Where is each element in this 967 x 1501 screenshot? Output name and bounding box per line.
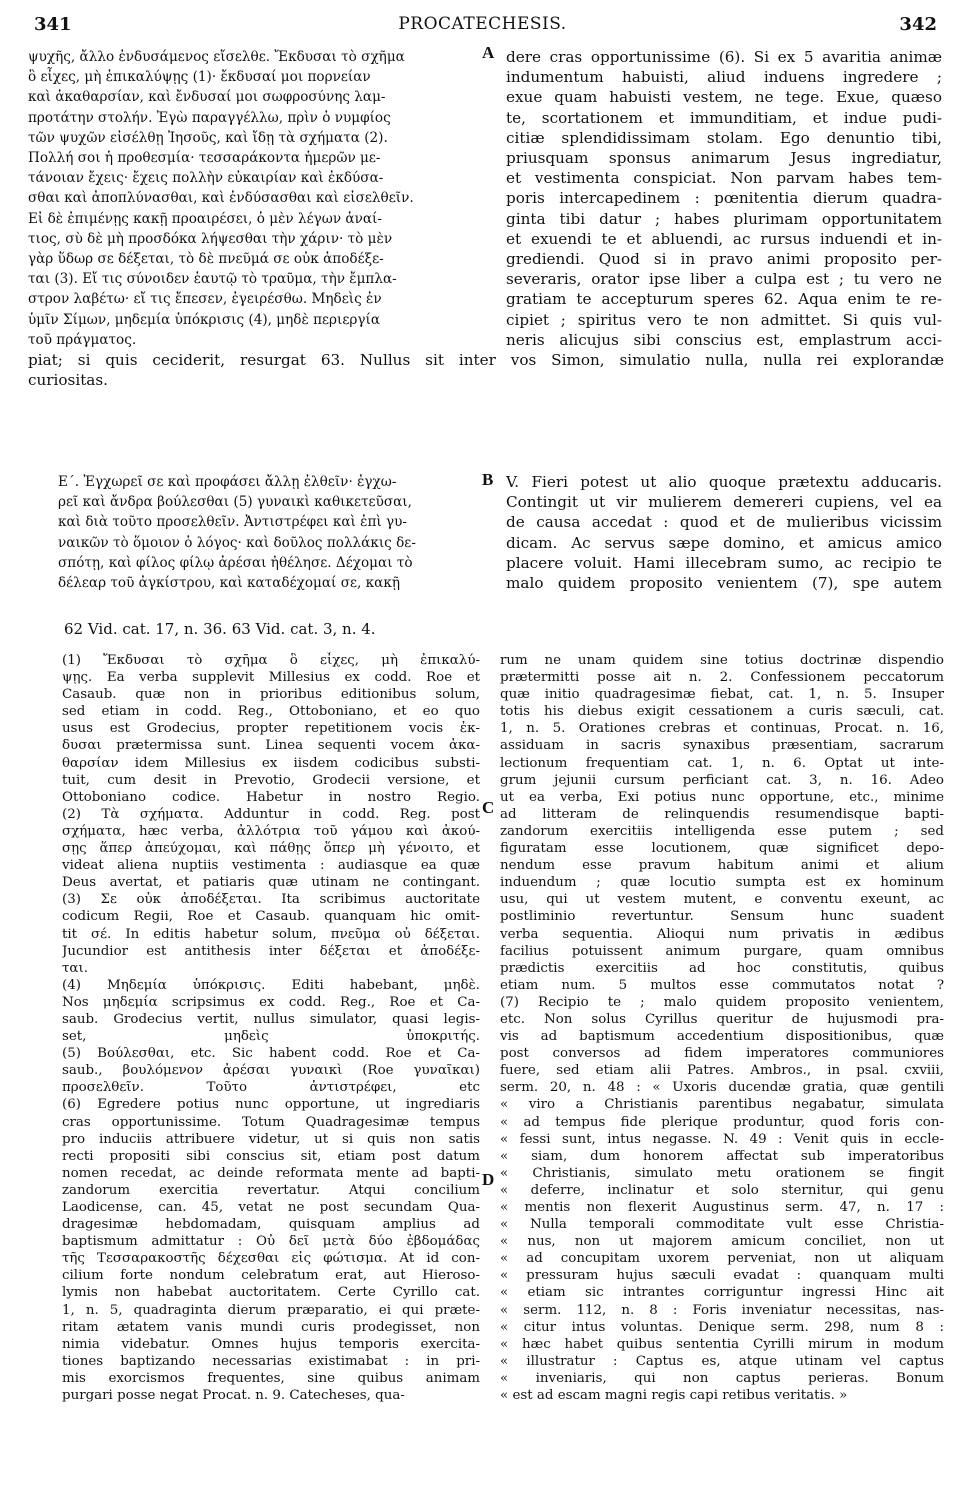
greek-line: γὰρ ὕδωρ σε δέξεται, τὸ δὲ πνεῦμά σε οὐκ ἀποδέξε-: [28, 251, 384, 268]
note-line: Jucundior est antithesis inter δέξεται et ἀποδέξε-: [62, 943, 480, 959]
note-line: cilium forte nondum celebratum erat, aut Hieroso-: [62, 1268, 480, 1284]
note-line: induendum ; quæ locutio sumpta est ex hominum: [500, 875, 944, 891]
latin-line: malo quidem proposito venientem (7), spe autem: [506, 574, 942, 593]
note-line: ψῃς. Ea verba supplevit Millesius ex codd. Roe et: [62, 670, 480, 686]
left-page-number: 341: [34, 14, 72, 35]
note-line: (7) Recipio te ; malo quidem proposito venientem,: [500, 994, 944, 1010]
note-line: nendum esse pravum habitum animi et alium: [500, 858, 944, 874]
note-line: etiam num. 5 multos esse commutatos notat ?: [500, 977, 944, 993]
note-line: facilius potuissent animum purgare, quam omnibus: [500, 943, 944, 959]
section-marker-b: B: [482, 470, 494, 489]
latin-line: et exuendi te et abluendi, ac rursus induendi et in-: [506, 229, 942, 248]
latin-line: grediendi. Quod si in pravo animi proposito per-: [506, 250, 942, 269]
note-line: dragesimæ hebdomadam, quisquam amplius ad: [62, 1217, 480, 1233]
note-line: « ad concupitam uxorem perveniat, non ut aliquam: [500, 1251, 944, 1267]
full-width-text: [28, 350, 944, 390]
note-line: verba sequentia. Alioqui num privatis in ædibus: [500, 926, 944, 942]
latin-line: poris intercapedinem : pœnitentia dierum quadra-: [506, 189, 942, 208]
note-line: nimia videbatur. Omnes hujus temporis exercita-: [62, 1336, 480, 1352]
note-line: saub., βουλόμενον ἀρέσαι γυναικὶ (Roe γυναῖκαι): [62, 1063, 480, 1079]
note-line: set, μηδεὶς ὑποκριτής.: [62, 1029, 480, 1045]
greek-line: καὶ ἀκαθαρσίαν, καὶ ἔνδυσαί μοι σωφροσύνης λαμ-: [28, 89, 386, 106]
greek-line: ρεῖ καὶ ἄνδρα βούλεσθαι (5) γυναικὶ καθικετεῦσαι,: [58, 494, 412, 511]
note-line: rum ne unam quidem sine totius doctrinæ dispendio: [500, 653, 944, 668]
note-line: tuit, cum desit in Prevotio, Grodecii versione, et: [62, 772, 480, 788]
note-line: grum jejunii cursum perficiant cat. 3, n. 16. Adeo: [500, 772, 944, 788]
latin-line: exue quam habuisti vestem, ne tege. Exue, quæso: [506, 88, 942, 107]
text-line: curiositas.: [28, 371, 108, 389]
note-line: « nus, non ut majorem amicum conciliet, non ut: [500, 1234, 944, 1250]
greek-line: στρον λαβέτω· εἴ τις ἔπεσεν, ἐγειρέσθω. Μηδεὶς ἐν: [28, 291, 382, 308]
text-line: piat; si quis ceciderit, resurgat 63. Nullus sit inter vos Simon, simulatio nulla, nulla rei explorandæ: [28, 351, 944, 369]
note-line: tiones baptizando necessarias existimabat : in pri-: [62, 1353, 480, 1369]
greek-text-column-b: [58, 472, 482, 593]
note-line: « fessi sunt, intus negasse. N. 49 : Venit quis in eccle-: [500, 1131, 944, 1147]
note-line: « etiam sic intrantes corriguntur ingressi Hinc ait: [500, 1285, 944, 1301]
note-line: zandorum exercitiis intelligenda esse putem ; sed: [500, 823, 944, 839]
latin-line: severaris, orator ipse liber a culpa est ; tu vero ne: [506, 270, 942, 289]
note-line: « illustratur : Captus es, atque utinam vel captus: [500, 1353, 944, 1369]
greek-line: καὶ διὰ τοῦτο προσελθεῖν. Ἀντιστρέφει καὶ ἐπὶ γυ-: [58, 514, 408, 531]
note-line: Ottoboniano codice. Habetur in nostro Regio.: [62, 789, 480, 805]
note-line: θαρσίαν idem Millesius ex iisdem codicibus substi-: [62, 755, 480, 771]
note-line: etc. Non solus Cyrillus queritur de hujusmodi pra-: [500, 1011, 944, 1027]
greek-line: Πολλή σοι ἡ προθεσμία· τεσσαράκοντα ἡμερῶν με-: [28, 150, 381, 167]
notes-right-column: [500, 652, 944, 1404]
note-line: prædictis exercitiis ad hoc constitutis, quibus: [500, 960, 944, 976]
note-line: Nos μηδεμία scripsimus ex codd. Reg., Roe et Ca-: [62, 994, 480, 1010]
greek-line: ται (3). Εἴ τις σύνοιδεν ἑαυτῷ τὸ τραῦμα, τὴν ἔμπλα-: [28, 271, 397, 288]
note-line: ται.: [62, 960, 88, 976]
note-line: recti propositi sibi conscius sit, etiam post datum: [62, 1148, 480, 1164]
page-header: [28, 14, 937, 40]
note-line: nomen recedat, ac deinde reformata mente ad bapti-: [62, 1165, 480, 1181]
note-line: « est ad escam magni regis capi retibus veritatis. »: [500, 1388, 848, 1404]
note-line: 1, n. 5, quadraginta dierum præparatio, ei qui præte-: [62, 1302, 480, 1318]
greek-line: ναικῶν τὸ ὅμοιον ὁ λόγος· καὶ δοῦλος πολλάκις δε-: [58, 534, 416, 551]
note-line: lectionum frequentiam cat. 1, n. 6. Optat ut inte-: [500, 755, 944, 771]
note-line: « viro a Christianis parentibus negabatur, simulata: [500, 1097, 944, 1113]
greek-line: σπότῃ, καὶ φίλος φίλῳ ἀρέσαι ἠθέλησε. Δέχομαι τὸ: [58, 554, 413, 571]
note-line: « siam, dum honorem affectat sub imperatoribus: [500, 1148, 944, 1164]
note-line: videat aliena nuptiis vestimenta : audiasque ea quæ: [62, 858, 480, 874]
notes-left-column: [62, 652, 480, 1404]
greek-line: προτάτην στολήν. Ἐγὼ παραγγέλλω, πρὶν ὁ νυμφίος: [28, 109, 391, 126]
note-line: tit σέ. In editis habetur solum, πνεῦμα οὐ δέξεται.: [62, 926, 480, 942]
greek-line: τιος, σὺ δὲ μὴ προσδόκα λήψεσθαι τὴν χάριν· τὸ μὲν: [28, 230, 393, 247]
note-line: « deferre, inclinatur et solo sternitur, qui genu: [500, 1182, 944, 1198]
latin-line: gratiam te accepturum speres 62. Aqua enim te re-: [506, 290, 942, 309]
latin-line: citiæ splendidissimam stolam. Ego denuntio tibi,: [506, 128, 942, 147]
note-line: mis exorcismos frequentes, sine quibus animam: [62, 1370, 480, 1386]
note-line: (2) Τὰ σχήματα. Adduntur in codd. Reg. post: [62, 806, 480, 822]
note-line: Laodicense, can. 45, vetat ne post secundam Qua-: [62, 1200, 480, 1215]
note-line: post conversos ad fidem imperatores communiores: [500, 1046, 944, 1062]
latin-text-column-a: [506, 47, 942, 350]
note-line: figuratam esse locutionem, quæ significet depo-: [500, 841, 944, 857]
section-marker-c: C: [482, 798, 495, 817]
note-line: 1, n. 5. Orationes crebras et continuas, Procat. n. 16,: [500, 721, 944, 737]
note-line: (1) Ἔκδυσαι τὸ σχῆμα ὃ εἶχες, μὴ ἐπικαλύ-: [62, 653, 480, 668]
note-line: « ad tempus fide plerique produntur, quod foris con-: [500, 1114, 944, 1130]
note-line: Deus avertat, et patiaris quæ utinam ne contingant.: [62, 875, 480, 891]
note-line: usus est Grodecius, propter repetitionem vocis ἐκ-: [62, 721, 480, 737]
note-line: ad litteram de relinquendis resumendisque bapti-: [500, 806, 944, 822]
note-line: vis ad baptismum accedentium dispositionibus, quæ: [500, 1029, 944, 1045]
latin-line: placere voluit. Hami illecebram sumo, ac recipio te: [506, 553, 942, 572]
section-marker-a: A: [482, 43, 495, 62]
note-line: zandorum exercitia revertatur. Atqui concilium: [62, 1182, 480, 1198]
right-page-number: 342: [899, 14, 937, 35]
greek-line: ὑμῖν Σίμων, μηδεμία ὑπόκρισις (4), μηδὲ περιεργία: [28, 311, 381, 328]
greek-text-column-a: [28, 47, 488, 350]
greek-line: ψυχῆς, ἄλλο ἐνδυσάμενος εἴσελθε. Ἔκδυσαι τὸ σχῆμα: [28, 49, 405, 65]
note-line: saub. Grodecius vertit, nullus simulator, quasi legis-: [62, 1011, 480, 1027]
greek-line: τάνοιαν ἔχεις· ἔχεις πολλὴν εὐκαιρίαν καὶ ἐκδύσα-: [28, 170, 384, 187]
note-line: usu, qui ut vestem mutent, e conventu exeunt, ac: [500, 892, 944, 908]
note-line: « citur intus voluntas. Denique serm. 298, num 8 :: [500, 1319, 944, 1335]
note-line: (3) Σε οὐκ ἀποδέξεται. Ita scribimus auctoritate: [62, 892, 480, 908]
note-line: fuere, sed etiam alii Patres. Ambros., in psal. cxviii,: [500, 1063, 944, 1079]
note-line: postliminio revertuntur. Sensum hunc suadent: [500, 909, 944, 925]
latin-line: de causa accedat : quod et de mulieribus vicissim: [506, 513, 942, 532]
note-line: prætermitti posse ait n. 2. Confessionem peccatorum: [500, 670, 944, 686]
note-line: « Christianis, simulato metu orationem se fingit: [500, 1165, 944, 1181]
greek-line: Εἰ δὲ ἐπιμένῃς κακῇ προαιρέσει, ὁ μὲν λέγων ἀναί-: [28, 210, 382, 227]
note-line: σχήματα, hæc verba, ἀλλότρια τοῦ γάμου καὶ ἀκού-: [62, 823, 480, 839]
note-line: quæ initio quadragesimæ fiebat, cat. 1, n. 5. Insuper: [500, 687, 944, 703]
latin-line: indumentum habuisti, aliud induens ingredere ;: [506, 68, 942, 87]
note-line: προσελθεῖν. Τοῦτο ἀντιστρέφει, etc: [62, 1080, 480, 1096]
section-marker-d: D: [482, 1170, 495, 1189]
latin-line: priusquam sponsus animarum Jesus ingrediatur,: [506, 149, 942, 168]
greek-line: τῶν ψυχῶν εἰσέλθῃ Ἰησοῦς, καὶ ἴδῃ τὰ σχήματα (2).: [28, 129, 388, 146]
latin-line: te, scortationem et immunditiam, et indue pudi-: [506, 108, 942, 127]
note-line: δυσαι prætermissa sunt. Linea sequenti vocem ἀκα-: [62, 738, 480, 754]
greek-line: σθαι καὶ ἀποπλύνασθαι, καὶ ἐνδύσασθαι καὶ εἰσελθεῖν.: [28, 190, 414, 207]
latin-line: dicam. Ac servus sæpe domino, et amicus amico: [506, 533, 942, 552]
note-line: « inveniaris, qui non captus perieras. Bonum: [500, 1370, 944, 1386]
greek-line: ὃ εἶχες, μὴ ἐπικαλύψῃς (1)· ἔκδυσαί μοι πορνείαν: [28, 69, 371, 86]
greek-line: Ε΄. Ἐγχωρεῖ σε καὶ προφάσει ἄλλῃ ἐλθεῖν· ἐγχω-: [58, 474, 397, 490]
note-line: Casaub. quæ non in prioribus editionibus solum,: [62, 687, 480, 703]
latin-line: cipiet ; spiritus vero te non admittet. Si quis vul-: [506, 310, 942, 329]
running-title: PROCATECHESIS.: [398, 14, 567, 34]
note-line: ritam ætatem vanis mundi curis prodegisset, non: [62, 1319, 480, 1335]
latin-line: V. Fieri potest ut alio quoque prætextu adducaris.: [506, 473, 942, 491]
note-line: ut ea verba, Exi potius nunc opportune, etc., minime: [500, 789, 944, 805]
note-line: pro induciis attribuere videtur, ut si quis non satis: [62, 1131, 480, 1147]
note-line: « hæc habet quibus sententia Cyrilli mirum in modum: [500, 1336, 944, 1352]
latin-text-column-b: [506, 472, 942, 593]
note-line: τῆς Τεσσαρακοστῆς δέχεσθαι εἰς φώτισμα. At id con-: [62, 1251, 480, 1267]
note-line: (5) Βούλεσθαι, etc. Sic habent codd. Roe et Ca-: [62, 1046, 480, 1062]
note-line: codicum Regii, Roe et Casaub. quanquam hic omit-: [62, 909, 480, 925]
note-line: « Nulla temporali commoditate vult esse Christia-: [500, 1217, 944, 1233]
note-line: lymis non habebat auctoritatem. Certe Cyrillo cat.: [62, 1285, 480, 1301]
footnote-references: 62 Vid. cat. 17, n. 36. 63 Vid. cat. 3, n. 4.: [64, 620, 376, 638]
note-line: baptismum admittatur : Οὐ δεῖ μετὰ δύο ἑβδομάδας: [62, 1234, 480, 1250]
greek-line: δέλεαρ τοῦ ἀγκίστρου, καὶ καταδέχομαί σε, κακῇ: [58, 575, 400, 592]
note-line: σῃς ἅπερ ἀπεύχομαι, καὶ πάθῃς ὅπερ μὴ γένοιτο, et: [62, 841, 480, 857]
note-line: totis his diebus exigit cessationem a curis sæculi, cat.: [500, 704, 944, 720]
note-line: cras opportunissime. Totum Quadragesimæ tempus: [62, 1114, 480, 1130]
note-line: « pressuram hujus sæculi evadat : quanquam multi: [500, 1268, 944, 1284]
latin-line: Contingit ut vir mulierem demereri cupiens, vel ea: [506, 493, 942, 512]
note-line: (6) Egredere potius nunc opportune, ut ingrediaris: [62, 1097, 480, 1113]
note-line: « mentis non flexerit Augustinus serm. 47, n. 17 :: [500, 1200, 944, 1215]
latin-line: et vestimenta conspiciat. Non parvam habes tem-: [506, 169, 942, 188]
note-line: serm. 20, n. 48 : « Uxoris ducendæ gratia, quæ gentili: [500, 1080, 944, 1096]
note-line: sed etiam in codd. Reg., Ottoboniano, et eo quo: [62, 704, 480, 720]
note-line: « serm. 112, n. 8 : Foris inveniatur necessitas, nas-: [500, 1302, 944, 1318]
latin-line: neris alicujus sibi conscius est, emplastrum acci-: [506, 330, 942, 349]
greek-line: τοῦ πράγματος.: [28, 331, 137, 348]
latin-line: dere cras opportunissime (6). Si ex 5 avaritia animæ: [506, 48, 942, 66]
note-line: purgari posse negat Procat. n. 9. Catecheses, qua-: [62, 1388, 405, 1404]
note-line: (4) Μηδεμία ὑπόκρισις. Editi habebant, μηδὲ.: [62, 977, 480, 993]
note-line: assiduam in sacris synaxibus præsentiam, sacrarum: [500, 738, 944, 754]
latin-line: ginta tibi datur ; habes plurimam opportunitatem: [506, 209, 942, 228]
